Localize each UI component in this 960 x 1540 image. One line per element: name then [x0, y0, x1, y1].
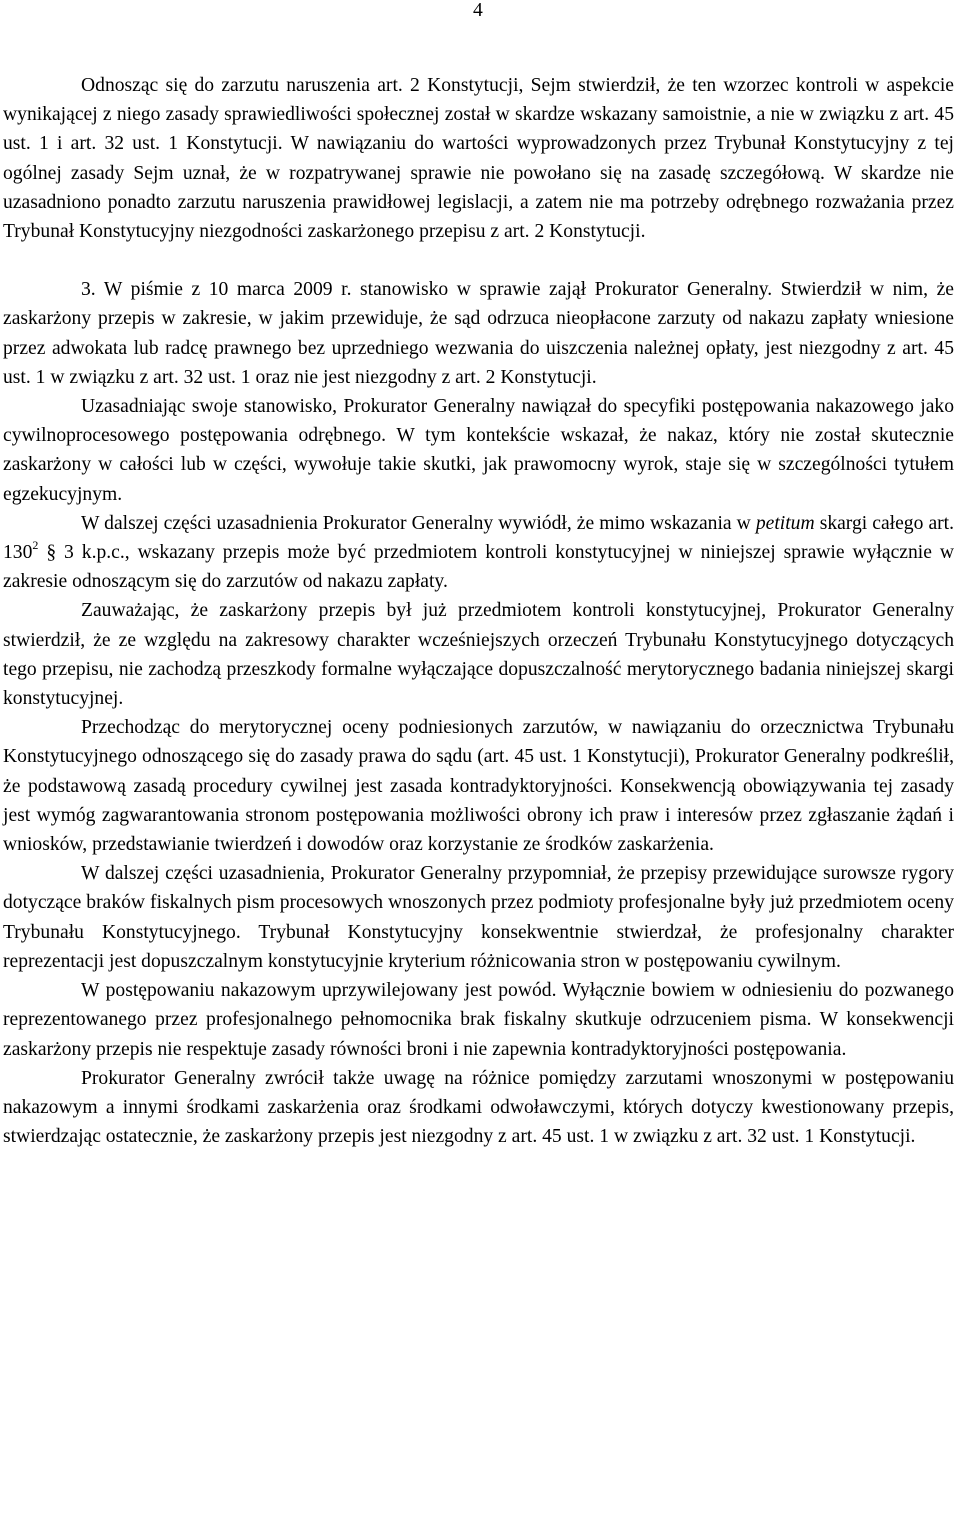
petitum-text-middle: skargi całego art. 130 — [3, 512, 955, 564]
paragraph-sejm-art2: Odnosząc się do zarzutu naruszenia art. 2 Konstytucji, Sejm stwierdził, że ten wzorzec kontroli w aspekcie wynikającej z niego zasady sprawiedliwości społecznej został w skardze wskazany samoistnie, a nie w związku z art. 45 ust. 1 i art. 32 ust. 1 Konstytucji. W nawiązaniu do wartości wyprowadzonych przez Trybunał Konstytucyjny z tej ogólnej zasady Sejm uznał, że w rozpatrywanej sprawie nie powołano się na zasadę szczegółową. W skardze nie uzasadniono ponadto zarzutu naruszenia prawidłowej legislacji, a zatem nie ma potrzeby odrębnego rozważania przez Trybunał Konstytucyjny niezgodności zaskarżonego przepisu z art. 2 Konstytucji. — [3, 75, 954, 243]
paragraph-fiscal-requirements: W dalszej części uzasadnienia, Prokurator Generalny przypomniał, że przepisy przewidujące surowsze rygory dotyczące braków fiskalnych pism procesowych wnoszonych przez podmioty profesjonalne były już przedmiotem oceny Trybunału Konstytucyjnego. Trybunał Konstytucyjny konsekwentnie stwierdzał, że profesjonalny charakter reprezentacji jest dopuszczalnym konstytucyjnie kryterium różnicowania stron w postępowaniu cywilnym. — [3, 863, 954, 972]
paragraph-petitum — [3, 509, 954, 597]
petitum-text-after: § 3 k.p.c., wskazany przepis może być przedmiotem kontroli konstytucyjnej w niniejszej sprawie wyłącznie w zakresie odnoszącym się do zarzutów od nakazu zapłaty. — [3, 542, 954, 593]
paragraph-kontradyktoryjnosc: Przechodząc do merytorycznej oceny podniesionych zarzutów, w nawiązaniu do orzecznictwa Trybunału Konstytucyjnego odnoszącego się do zasady prawa do sądu (art. 45 ust. 1 Konstytucji), Prokurator Generalny podkreślił, że podstawową zasadą procedury cywilnej jest zasada kontradyktoryjności. Konsekwencją obowiązywania tej zasady jest wymóg zagwarantowania stronom postępowania możliwości obrony ich praw i interesów przez zgłaszanie żądań i wniosków, przedstawianie twierdzeń i dowodów oraz korzystanie ze środków zaskarżenia. — [3, 717, 954, 856]
paragraph-prior-review: Zauważając, że zaskarżony przepis był już przedmiotem kontroli konstytucyjnej, Prokurator Generalny stwierdził, że ze względu na zakresowy charakter wcześniejszych orzeczeń Trybunału Konstytucyjnego dotyczących tego przepisu, nie zachodzą przeszkody formalne wyłączające dopuszczalność merytorycznego badania niniejszej skargi konstytucyjnej. — [3, 600, 954, 710]
paragraph-prokurator-position: 3. W piśmie z 10 marca 2009 r. stanowisko w sprawie zajął Prokurator Generalny. Stwierdził w nim, że zaskarżony przepis w zakresie, w jakim przewiduje, że sąd odrzuca nieopłacone zarzuty od nakazu zapłaty wniesione przez adwokata lub radcę prawnego bez uprzedniego wezwania do uiszczenia należnej opłaty, jest niezgodny z art. 45 ust. 1 w związku z art. 32 ust. 1 oraz nie jest niezgodny z art. 2 Konstytucji. — [3, 279, 954, 388]
paragraph-nakazowe-specyfika: Uzasadniając swoje stanowisko, Prokurator Generalny nawiązał do specyfiki postępowania nakazowego jako cywilnoprocesowego postępowania odrębnego. W tym kontekście wskazał, że nakaz, który nie został skutecznie zaskarżony w całości lub w części, wywołuje takie skutki, jak prawomocny wyrok, staje się w szczególności tytułem egzekucyjnym. — [3, 396, 954, 505]
article-superscript: 2 — [32, 538, 39, 553]
petitum-text-before: W dalszej części uzasadnienia Prokurator Generalny wywiódł, że mimo wskazania w — [81, 512, 756, 534]
document-body — [3, 71, 954, 1151]
page-number: 4 — [473, 0, 483, 21]
paragraph-conclusion: Prokurator Generalny zwrócił także uwagę na różnice pomiędzy zarzutami wnoszonymi w postępowaniu nakazowym a innymi środkami zaskarżenia oraz środkami odwoławczymi, których dotyczy kwestionowany przepis, stwierdzając ostatecznie, że zaskarżony przepis jest niezgodny z art. 45 ust. 1 w związku z art. 32 ust. 1 Konstytucji. — [3, 1067, 954, 1148]
paragraph-privileged-plaintiff: W postępowaniu nakazowym uprzywilejowany jest powód. Wyłącznie bowiem w odniesieniu do pozwanego reprezentowanego przez profesjonalnego pełnomocnika brak fiskalny skutkuje odrzuceniem pisma. W konsekwencji zaskarżony przepis nie respektuje zasady równości broni i nie zapewnia kontradyktoryjności postępowania. — [3, 980, 954, 1060]
petitum-italic-term: petitum — [755, 512, 815, 534]
